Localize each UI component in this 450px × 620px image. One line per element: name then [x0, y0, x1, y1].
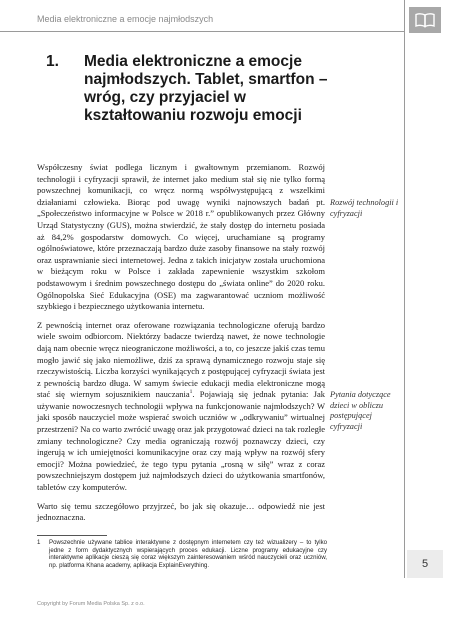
body-text — [37, 162, 325, 531]
sidenote: Pytania dotyczące dzieci w obliczu postępującej cyfryzacji — [330, 390, 391, 431]
footnote — [37, 539, 327, 569]
footnote-ref: 1 — [189, 389, 193, 396]
paragraph: Warto się temu szczegółowo przyjrzeć, bo jak się okazuje… odpowiedź nie jest jednoznaczna. — [37, 500, 325, 523]
paragraph: Współczesny świat podlega licznym i gwałtownym przemianom. Rozwój technologii i cyfryzacji sprawił, że internet jako medium stał się nie tylko formą powszechnej komunikacji, co wręcz normą współwystępującą z wszelkimi działaniami człowieka. Biorąc pod uwagę wyniki najnowszych badań pt. „Społeczeństwo informacyjne w Polsce w 2018 r.” opublikowanych przez Główny Urząd Statystyczny (GUS), można stwierdzić, że stały dostęp do internetu posiada aż 84,2% gospodarstw domowych. Co więcej, uruchamiane są programy ogólnoświatowe, które przeznaczają bardzo duże zasoby finansowe na stały rozwój oraz usprawnianie sieci internetowej. Jedna z takich inicjatyw została uruchomiona w bieżącym roku w Polsce i zakłada zapewnienie wszystkim szkołom podstawowym i średnim powszechnego dostępu do „świata online” do 2020 roku. Ogólnopolska Sieć Edukacyjna (OSE) ma zagwarantować uczniom możliwość szybkiego i bezpiecznego użytkowania internetu. — [37, 162, 325, 312]
chapter-title: Media elektroniczne a emocje najmłodszych. Tablet, smartfon – wróg, czy przyjaciel w kształtowaniu rozwoju emocji — [84, 53, 328, 124]
paragraph: Z pewnością internet oraz oferowane rozwiązania technologiczne oferują bardzo wiele swoim odbiorcom. Niektórzy badacze twierdzą nawet, że nowe technologie dają nam obecnie wręcz nieograniczone możliwości, a to, co jeszcze jakiś czas temu mogło jawić się jako niemożliwe, dziś za sprawą dynamicznego rozwoju staje się rzeczywistością. Liczba korzyści wynikających z postępującej cyfryzacji świata jest z pewnością bardzo długa. W samym świecie edukacji media elektroniczne mogą stać się wiernym sojusznikiem nauczania$^1$. Pojawiają się jednak pytania: Jak używanie nowoczesnych technologii wpływa na funkcjonowanie najmłodszych? W jaki sposób nauczyciel może wspierać swoich uczniów w „odkrywaniu” wirtualnej przestrzeni? Na co warto zwrócić uwagę oraz jak przygotować dzieci na tak rozległe zmiany technologiczne? Czy media ograniczają rozwój poznawczy dzieci, czy ingerują w ich umiejętności komunikacyjne oraz czy mają wpływ na rozwój sfery emocji? Można powiedzieć, że tego typu pytania „rosną w siłę” wraz z coraz powszechniejszym dostępem już najmłodszych dzieci do użytkowania smartfonów, tabletów czy komputerów. — [37, 319, 325, 493]
open-book-icon — [414, 12, 436, 28]
book-badge — [409, 7, 441, 33]
running-header: Media elektroniczne a emocje najmłodszych — [37, 14, 214, 24]
page-number: 5 — [407, 550, 443, 578]
chapter-number: 1. — [46, 53, 59, 70]
footnote-number: 1 — [37, 539, 41, 546]
footnote-rule — [37, 535, 107, 536]
header-rule — [0, 31, 404, 32]
margin-rule — [404, 0, 405, 578]
copyright: Copyright by Forum Media Polska Sp. z o.o. — [37, 601, 145, 607]
footnote-text: Powszechnie używane tablice interaktywne z dostępnym internetem czy też wizualizery – to tylko jedne z form dydaktycznych wspierających proces edukacji. Liczne programy edukacyjne czy interaktywne aplikacje cieszą się coraz większym zainteresowaniem wśród nauczycieli oraz uczniów, np. platforma Khana academy, aplikacja ExplainEverything. — [49, 539, 327, 569]
sidenote: Rozwój technologii i cyfryzacji — [330, 198, 399, 218]
